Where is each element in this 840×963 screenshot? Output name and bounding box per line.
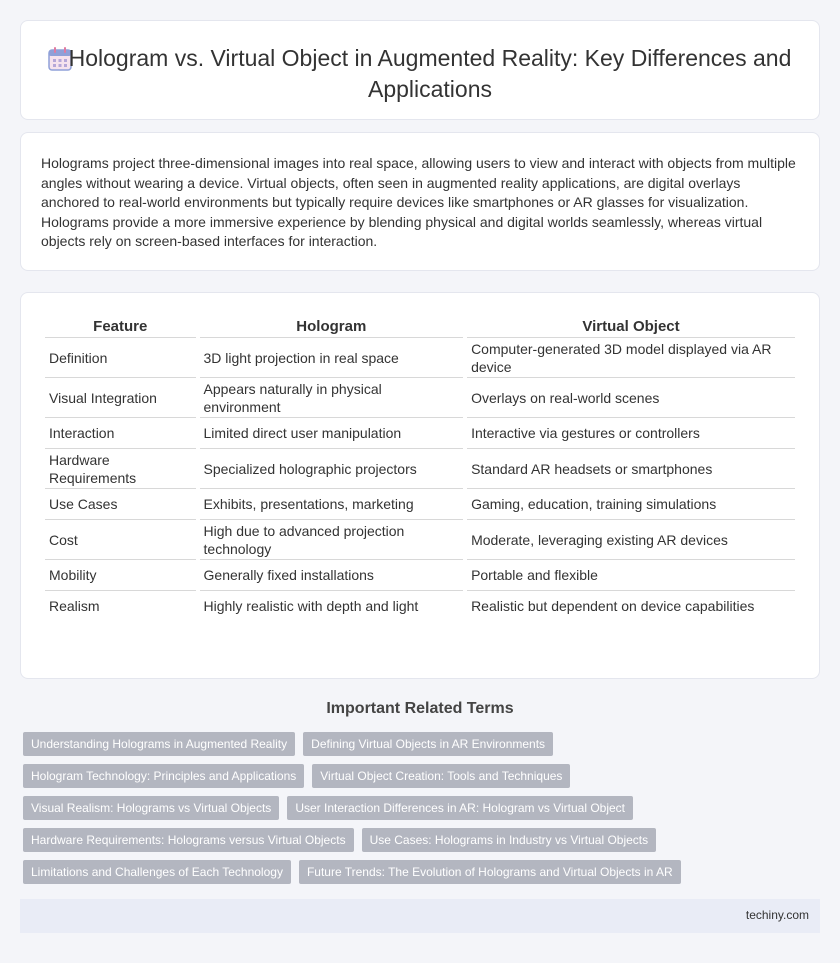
- intro-card: [20, 132, 820, 271]
- related-term-tag[interactable]: Hardware Requirements: Holograms versus Virtual Objects: [23, 828, 354, 852]
- footer: [20, 899, 820, 933]
- table-cell: Use Cases: [45, 489, 196, 520]
- table-cell: Exhibits, presentations, marketing: [200, 489, 464, 520]
- related-term-tag[interactable]: User Interaction Differences in AR: Hologram vs Virtual Object: [287, 796, 633, 820]
- comparison-table: [41, 315, 799, 621]
- table-cell: Highly realistic with depth and light: [203, 598, 419, 614]
- header-feature: Feature: [45, 315, 196, 338]
- table-row: [45, 449, 795, 489]
- table-cell: Computer-generated 3D model displayed via AR device: [467, 338, 795, 378]
- table-cell: Hardware Requirements: [45, 449, 196, 489]
- table-cell: Specialized holographic projectors: [200, 449, 464, 489]
- table-row: [45, 520, 795, 560]
- table-cell: Interaction: [45, 418, 196, 449]
- table-cell: Interactive via gestures or controllers: [467, 418, 795, 449]
- related-term-tag[interactable]: Virtual Object Creation: Tools and Techniques: [312, 764, 570, 788]
- table-row: [45, 418, 795, 449]
- page-title: Hologram vs. Virtual Object in Augmented Reality: Key Differences and Applications: [68, 45, 792, 102]
- table-cell: Mobility: [45, 560, 196, 591]
- related-term-tag[interactable]: Defining Virtual Objects in AR Environments: [303, 732, 553, 756]
- table-cell: Limited direct user manipulation: [200, 418, 464, 449]
- header-hologram: Hologram: [200, 315, 464, 338]
- intro-paragraph: Holograms project three-dimensional images into real space, allowing users to view and interact with objects from multiple angles without wearing a device. Virtual objects, often seen in augmented reality applications, are digital overlays anchored to real-world environments but typically require devices like smartphones or AR glasses for visualization. Holograms provide a more immersive experience by blending physical and digital worlds seamlessly, whereas virtual objects rely on screen-based interfaces for interaction.: [41, 155, 796, 249]
- table-row: [45, 338, 795, 378]
- table-row: [45, 489, 795, 520]
- related-term-tag[interactable]: Understanding Holograms in Augmented Reality: [23, 732, 295, 756]
- table-cell: Moderate, leveraging existing AR devices: [467, 520, 795, 560]
- table-cell: Realistic but dependent on device capabilities: [471, 598, 755, 614]
- related-terms-heading: Important Related Terms: [326, 700, 514, 717]
- related-term-tag[interactable]: Hologram Technology: Principles and Applications: [23, 764, 304, 788]
- table-cell: 3D light projection in real space: [200, 338, 464, 378]
- header-virtual-object: Virtual Object: [467, 315, 795, 338]
- table-cell: High due to advanced projection technology: [200, 520, 464, 560]
- table-cell: Portable and flexible: [467, 560, 795, 591]
- table-cell: Overlays on real-world scenes: [467, 378, 795, 418]
- table-cell: Cost: [45, 520, 196, 560]
- header-card: [20, 20, 820, 120]
- table-cell: Standard AR headsets or smartphones: [467, 449, 795, 489]
- comparison-card: [20, 292, 820, 679]
- table-cell: Appears naturally in physical environment: [200, 378, 464, 418]
- table-cell: Gaming, education, training simulations: [467, 489, 795, 520]
- table-cell: Realism: [49, 598, 100, 614]
- related-term-tag[interactable]: Use Cases: Holograms in Industry vs Virtual Objects: [362, 828, 657, 852]
- table-cell: Generally fixed installations: [200, 560, 464, 591]
- table-cell: Visual Integration: [45, 378, 196, 418]
- related-term-tag[interactable]: Limitations and Challenges of Each Technology: [23, 860, 291, 884]
- table-row: [45, 591, 795, 621]
- table-cell: Definition: [45, 338, 196, 378]
- related-term-tag[interactable]: Visual Realism: Holograms vs Virtual Objects: [23, 796, 279, 820]
- table-row: [45, 560, 795, 591]
- table-row: [45, 378, 795, 418]
- site-name[interactable]: techiny.com: [745, 908, 809, 922]
- related-term-tag[interactable]: Future Trends: The Evolution of Holograms and Virtual Objects in AR: [299, 860, 681, 884]
- related-terms-list: [23, 732, 723, 892]
- table-header-row: [45, 315, 795, 338]
